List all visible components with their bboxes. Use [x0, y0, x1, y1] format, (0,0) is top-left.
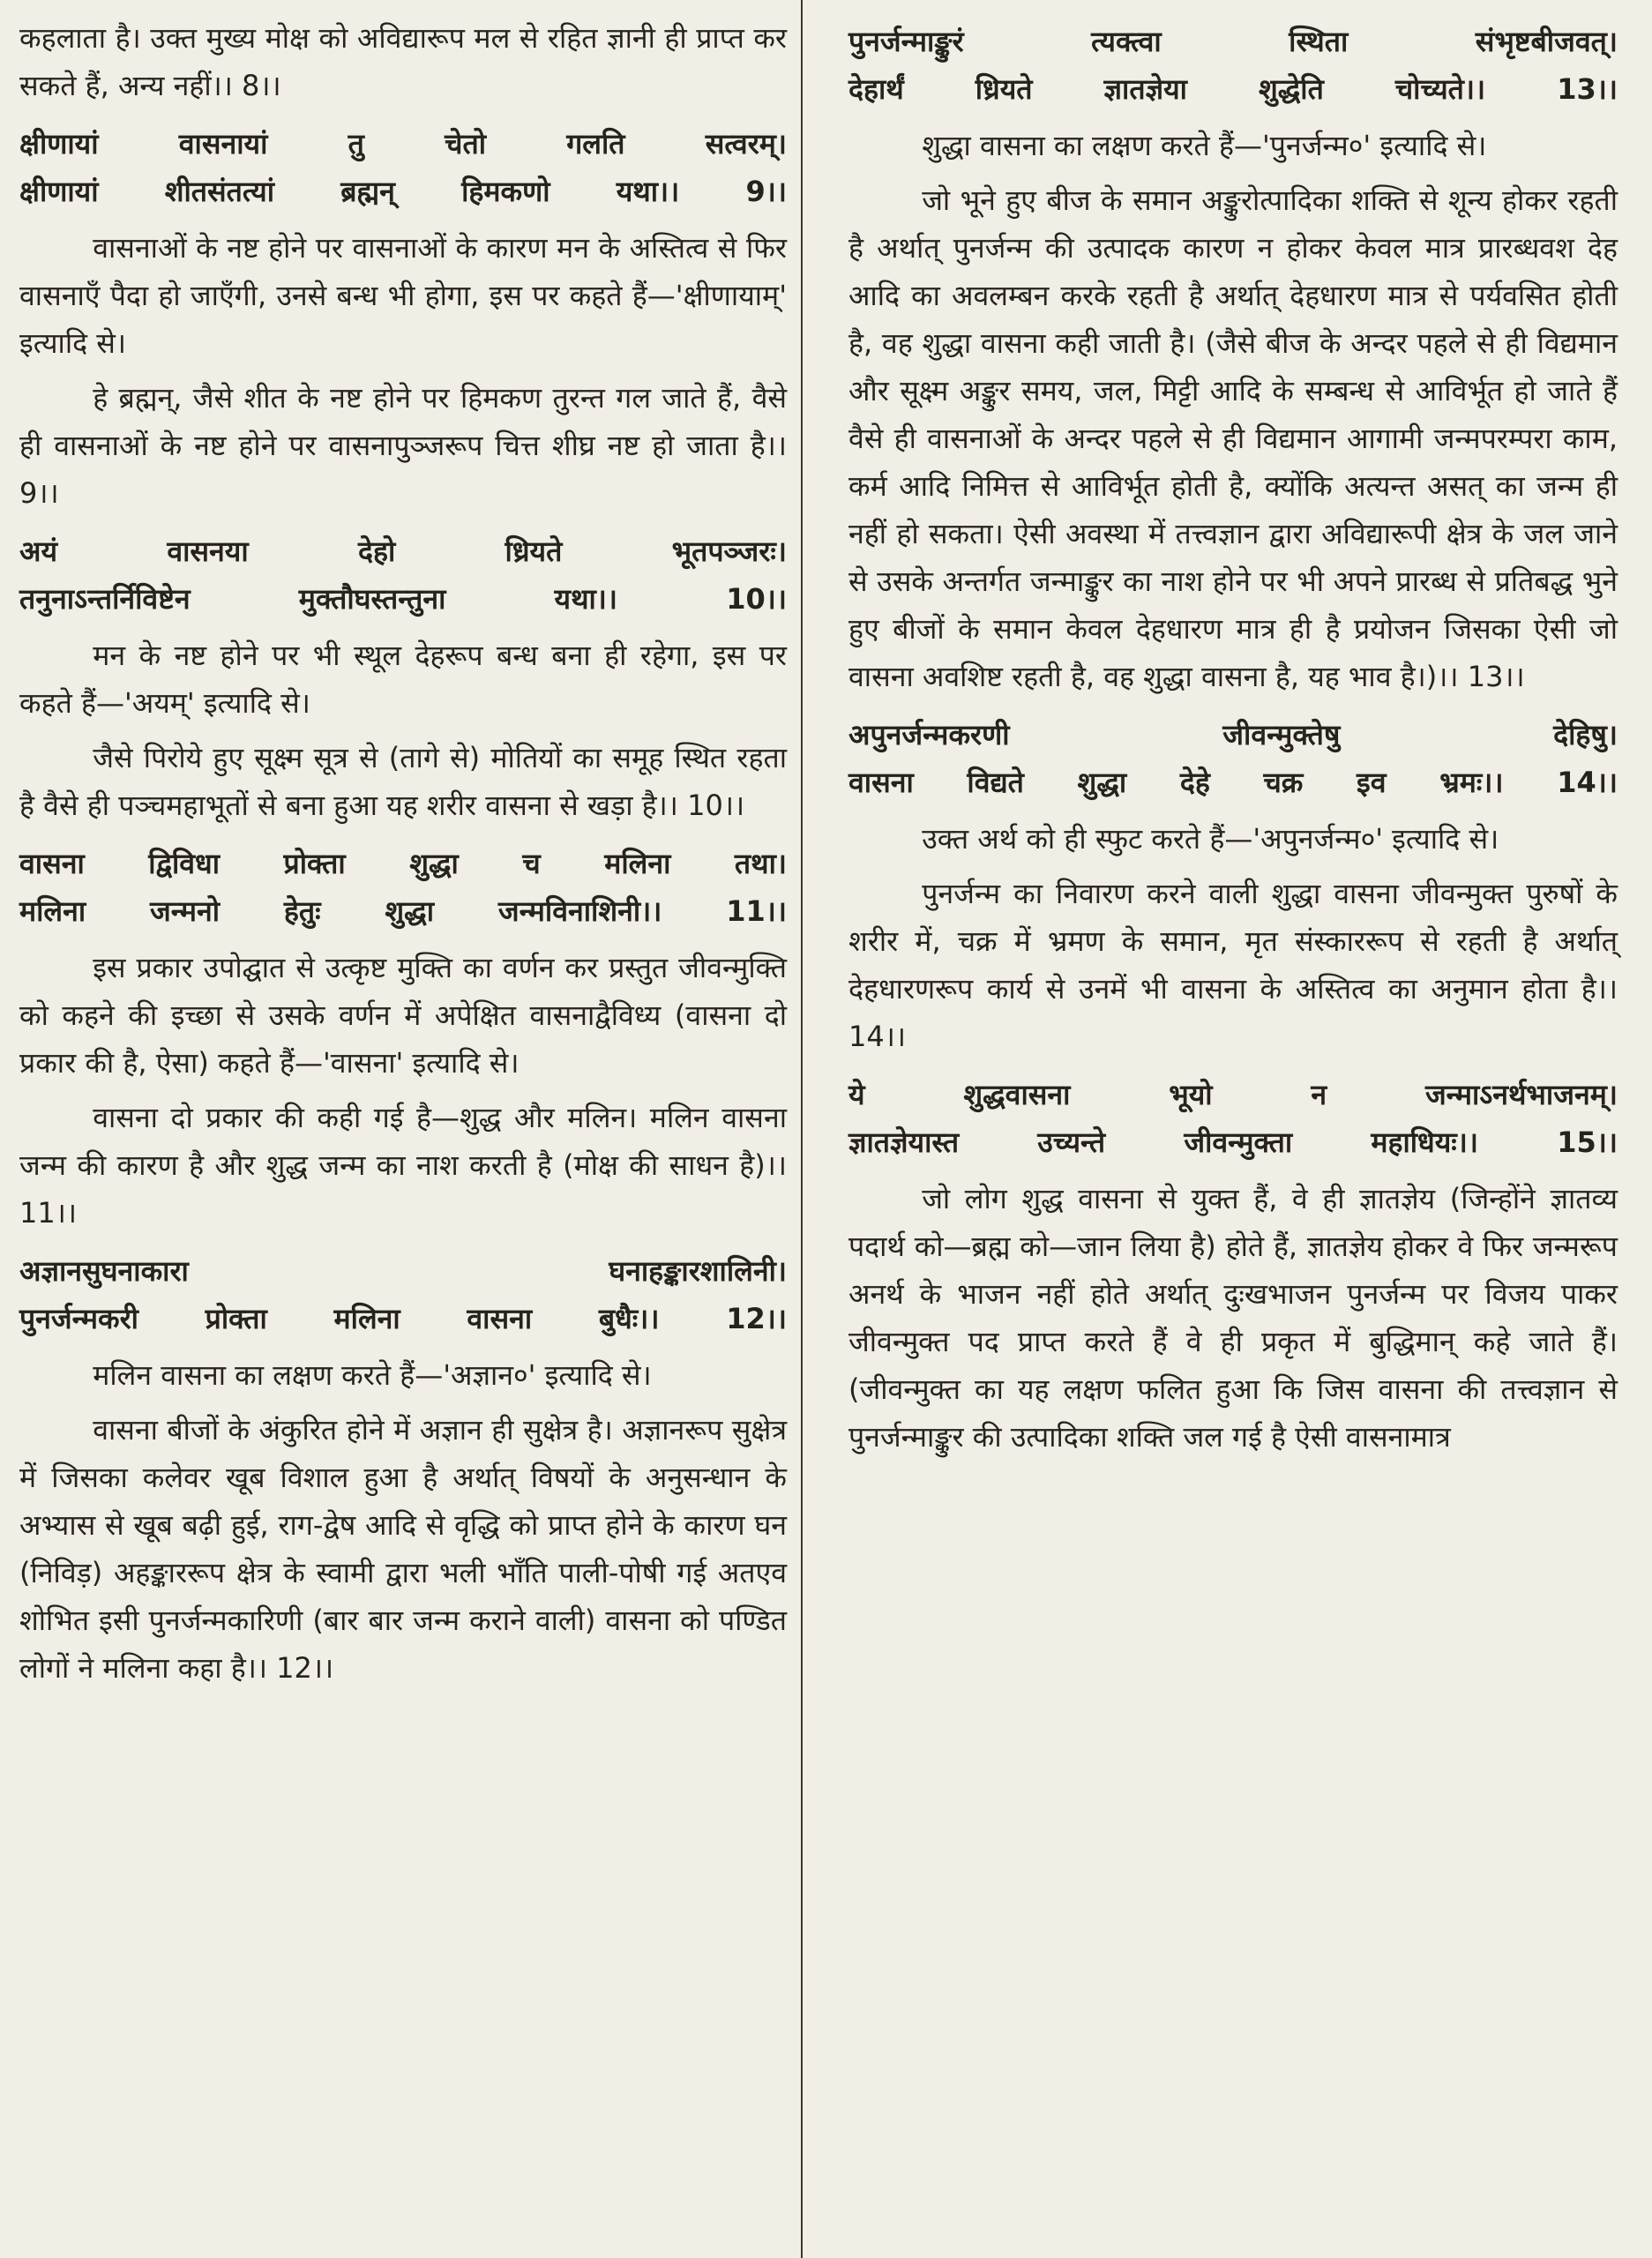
verse-block — [19, 527, 787, 623]
verse-block — [19, 840, 787, 935]
verse-line: पुनर्जन्माङ्कुरं त्यक्त्वा स्थिता संभृष्टबीजवत्। — [848, 25, 1618, 58]
verse-block — [848, 18, 1618, 113]
verse-line: अपुनर्जन्मकरणी जीवन्मुक्तेषु देहिषु। — [848, 718, 1618, 751]
commentary-paragraph: पुनर्जन्म का निवारण करने वाली शुद्धा वासना जीवन्मुक्त पुरुषों के शरीर में, चक्र में भ्रमण के समान, मृत संस्काररूप से रहती है अर्थात् देहधारणरूप कार्य से उनमें भी वासना के अस्तित्व का अनुमान होता है।। 14।। — [848, 877, 1618, 1053]
verse-line: पुनर्जन्मकरी प्रोक्ता मलिना वासना बुधैः।। 12।। — [19, 1302, 787, 1335]
verse-line: वासना द्विविधा प्रोक्ता शुद्धा च मलिना तथा। — [19, 847, 787, 880]
commentary-paragraph: इस प्रकार उपोद्घात से उत्कृष्ट मुक्ति का वर्णन कर प्रस्तुत जीवन्मुक्ति को कहने की इच्छा से उसके वर्णन में अपेक्षित वासनाद्वैविध्य (वासना दो प्रकार की है, ऐसा) कहते हैं—'वासना' इत्यादि से। — [19, 951, 787, 1080]
commentary-paragraph: कहलाता है। उक्त मुख्य मोक्ष को अविद्यारूप मल से रहित ज्ञानी ही प्राप्त कर सकते हैं, अन्य नहीं।। 8।। — [19, 21, 787, 102]
verse-line: ये शुद्धवासना भूयो न जन्माऽनर्थभाजनम्। — [848, 1078, 1618, 1111]
verse-line: वासना विद्यते शुद्धा देहे चक्र इव भ्रमः।। 14।। — [848, 766, 1618, 799]
verse-block — [19, 1247, 787, 1342]
verse-block — [19, 120, 787, 215]
right-column — [848, 7, 1618, 1468]
commentary-paragraph: जैसे पिरोये हुए सूक्ष्म सूत्र से (तागे से) मोतियों का समूह स्थित रहता है वैसे ही पञ्चमहाभूतों से बना हुआ यह शरीर वासना से खड़ा है।। 10।। — [19, 741, 787, 822]
commentary-paragraph: उक्त अर्थ को ही स्फुट करते हैं—'अपुनर्जन्म०' इत्यादि से। — [922, 822, 1499, 856]
commentary-paragraph: वासना दो प्रकार की कही गई है—शुद्ध और मलिन। मलिन वासना जन्म की कारण है और शुद्ध जन्म का नाश करती है (मोक्ष की साधन है)।। 11।। — [19, 1101, 787, 1230]
commentary-paragraph: हे ब्रह्मन्, जैसे शीत के नष्ट होने पर हिमकण तुरन्त गल जाते हैं, वैसे ही वासनाओं के नष्ट होने पर वासनापुञ्जरूप चित्त शीघ्र नष्ट हो जाता है।। 9।। — [19, 381, 787, 510]
verse-line: अयं वासनया देहो ध्रियते भूतपञ्जरः। — [19, 535, 787, 568]
left-column — [19, 7, 787, 1699]
verse-line: क्षीणायां शीतसंतत्यां ब्रह्मन् हिमकणो यथा।। 9।। — [19, 175, 787, 208]
column-divider — [801, 0, 803, 2258]
verse-line: क्षीणायां वासनायां तु चेतो गलति सत्वरम्। — [19, 127, 787, 161]
verse-block — [848, 711, 1618, 806]
commentary-paragraph: वासनाओं के नष्ट होने पर वासनाओं के कारण मन के अस्तित्व से फिर वासनाएँ पैदा हो जाएँगी, उनसे बन्ध भी होगा, इस पर कहते हैं—'क्षीणायाम्' इत्यादि से। — [19, 231, 787, 360]
commentary-paragraph: वासना बीजों के अंकुरित होने में अज्ञान ही सुक्षेत्र है। अज्ञानरूप सुक्षेत्र में जिसका कलेवर खूब विशाल हुआ है अर्थात् विषयों के अनुसन्धान के अभ्यास से खूब बढ़ी हुई, राग-द्वेष आदि से वृद्धि को प्राप्त होने के कारण घन (निविड़) अहङ्काररूप क्षेत्र के स्वामी द्वारा भली भाँति पाली-पोषी गई अतएव शोभित इसी पुनर्जन्मकारिणी (बार बार जन्म कराने वाली) वासना को पण्डित लोगों ने मलिना कहा है।। 12।। — [19, 1413, 787, 1685]
verse-line: मलिना जन्मनो हेतुः शुद्धा जन्मविनाशिनी।। 11।। — [19, 894, 787, 928]
verse-block — [848, 1071, 1618, 1166]
commentary-paragraph: शुद्धा वासना का लक्षण करते हैं—'पुनर्जन्म०' इत्यादि से। — [922, 129, 1487, 162]
verse-line: देहार्थं ध्रियते ज्ञातज्ञेया शुद्धेति चोच्यते।। 13।। — [848, 72, 1618, 106]
commentary-paragraph: जो भूने हुए बीज के समान अङ्कुरोत्पादिका शक्ति से शून्य होकर रहती है अर्थात् पुनर्जन्म की उत्पादक कारण न होकर केवल मात्र प्रारब्धवश देह आदि का अवलम्बन करके रहती है अर्थात् देहधारण मात्र से पर्यवसित होती है, वह शुद्धा वासना कही जाती है। (जैसे बीज के अन्दर पहले से ही विद्यमान और सूक्ष्म अङ्कुर समय, जल, मिट्टी आदि के सम्बन्ध से आविर्भूत हो जाते हैं वैसे ही वासनाओं के अन्दर पहले से ही विद्यमान आगामी जन्मपरम्परा काम, कर्म आदि निमित्त से आविर्भूत होती है, क्योंकि अत्यन्त असत् का जन्म ही नहीं हो सकता। ऐसी अवस्था में तत्त्वज्ञान द्वारा अविद्यारूपी क्षेत्र के जल जाने से उसके अन्तर्गत जन्माङ्कुर का नाश होने पर भी अपने प्रारब्ध से प्रतिबद्ध भुने हुए बीजों के समान केवल देहधारण मात्र ही है प्रयोजन जिसका ऐसी जो वासना अवशिष्ट रहती है, वह शुद्धा वासना है, यह भाव है।)।। 13।। — [848, 183, 1618, 693]
commentary-paragraph: मन के नष्ट होने पर भी स्थूल देहरूप बन्ध बना ही रहेगा, इस पर कहते हैं—'अयम्' इत्यादि से। — [19, 639, 787, 720]
commentary-paragraph: मलिन वासना का लक्षण करते हैं—'अज्ञान०' इत्यादि से। — [93, 1358, 652, 1392]
commentary-paragraph: जो लोग शुद्ध वासना से युक्त हैं, वे ही ज्ञातज्ञेय (जिन्होंने ज्ञातव्य पदार्थ को—ब्रह्म को—जान लिया है) होते हैं, ज्ञातज्ञेय होकर वे फिर जन्मरूप अनर्थ के भाजन नहीं होते अर्थात् दुःखभाजन पुनर्जन्म पर विजय पाकर जीवन्मुक्त पद प्राप्त करते हैं वे ही प्रकृत में बुद्धिमान् कहे जाते हैं। (जीवन्मुक्त का यह लक्षण फलित हुआ कि जिस वासना की तत्त्वज्ञान से पुनर्जन्माङ्कुर की उत्पादिका शक्ति जल गई है ऐसी वासनामात्र — [848, 1182, 1618, 1454]
verse-line: अज्ञानसुघनाकारा घनाहङ्कारशालिनी। — [19, 1254, 787, 1288]
verse-line: तनुनाऽन्तर्निविष्टेन मुक्तौघस्तन्तुना यथा।। 10।। — [19, 582, 787, 616]
verse-line: ज्ञातज्ञेयास्त उच्यन्ते जीवन्मुक्ता महाधियः।। 15।। — [848, 1125, 1618, 1159]
